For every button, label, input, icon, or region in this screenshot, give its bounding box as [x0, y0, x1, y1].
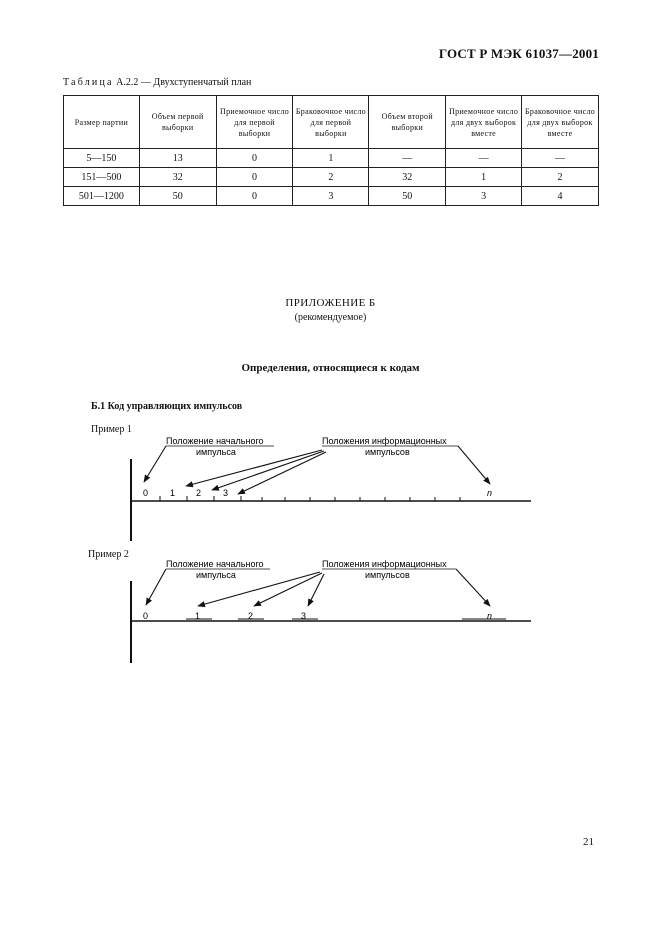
position-label-3: 3 [301, 611, 307, 621]
column-header: Браковочное число для двух выборок вместе [522, 96, 599, 149]
position-label-0: 0 [143, 488, 149, 498]
table-cell: 13 [139, 149, 216, 168]
section-heading: Определения, относящиеся к кодам [241, 362, 420, 374]
table-cell: 5—150 [64, 149, 140, 168]
position-label-n: n [487, 488, 493, 498]
position-label-2: 2 [248, 611, 254, 621]
table-cell: 3 [446, 187, 522, 206]
position-label-2: 2 [196, 488, 202, 498]
position-label-1: 1 [195, 611, 201, 621]
table-cell: 4 [522, 187, 599, 206]
column-header: Приемочное число для первой выборки [216, 96, 293, 149]
table-cell: 1 [446, 168, 522, 187]
column-header: Браковочное число для первой выборки [293, 96, 369, 149]
table-cell: 151—500 [64, 168, 140, 187]
table-cell: 0 [216, 168, 293, 187]
position-label-n: n [487, 611, 493, 621]
column-header: Размер партии [64, 96, 140, 149]
info-label-line1: Положения информационных [322, 559, 447, 569]
table-cell: 0 [216, 149, 293, 168]
start-label-line2: импульса [196, 447, 236, 457]
column-header: Объем первой выборки [139, 96, 216, 149]
table-cell: — [446, 149, 522, 168]
table-cell: 2 [522, 168, 599, 187]
position-label-3: 3 [223, 488, 229, 498]
start-label-line1: Положение начального [166, 559, 264, 569]
start-label-line2: импульса [196, 570, 236, 580]
info-label-line2: импульсов [365, 447, 410, 457]
table-cell: — [369, 149, 446, 168]
table-cell: 3 [293, 187, 369, 206]
appendix-title: ПРИЛОЖЕНИЕ Б [285, 297, 376, 309]
table-caption-word: Таблица [63, 77, 114, 88]
table-cell: 1 [293, 149, 369, 168]
appendix-subtitle: (рекомендуемое) [294, 312, 367, 323]
position-label-0: 0 [143, 611, 149, 621]
example-1-label: Пример 1 [91, 424, 132, 435]
table-cell: 50 [369, 187, 446, 206]
standard-header: ГОСТ Р МЭК 61037—2001 [438, 46, 599, 61]
table-caption-text: А.2.2 — Двухступенчатый план [116, 77, 252, 88]
table-cell: 50 [139, 187, 216, 206]
info-label-line2: импульсов [365, 570, 410, 580]
page-number: 21 [583, 836, 594, 848]
table-cell: 32 [139, 168, 216, 187]
pulse-diagram-2 [131, 559, 531, 663]
pulse-diagram-1 [131, 436, 531, 541]
table-cell: 0 [216, 187, 293, 206]
column-header: Объем второй выборки [369, 96, 446, 149]
position-label-1: 1 [170, 488, 176, 498]
table-cell: 2 [293, 168, 369, 187]
table-cell: — [522, 149, 599, 168]
info-label-line1: Положения информационных [322, 436, 447, 446]
table-cell: 501—1200 [64, 187, 140, 206]
column-header: Приемочное число для двух выборок вместе [446, 96, 522, 149]
example-2-label: Пример 2 [88, 549, 129, 560]
start-label-line1: Положение начального [166, 436, 264, 446]
table-cell: 32 [369, 168, 446, 187]
subsection-heading: Б.1 Код управляющих импульсов [91, 401, 243, 412]
